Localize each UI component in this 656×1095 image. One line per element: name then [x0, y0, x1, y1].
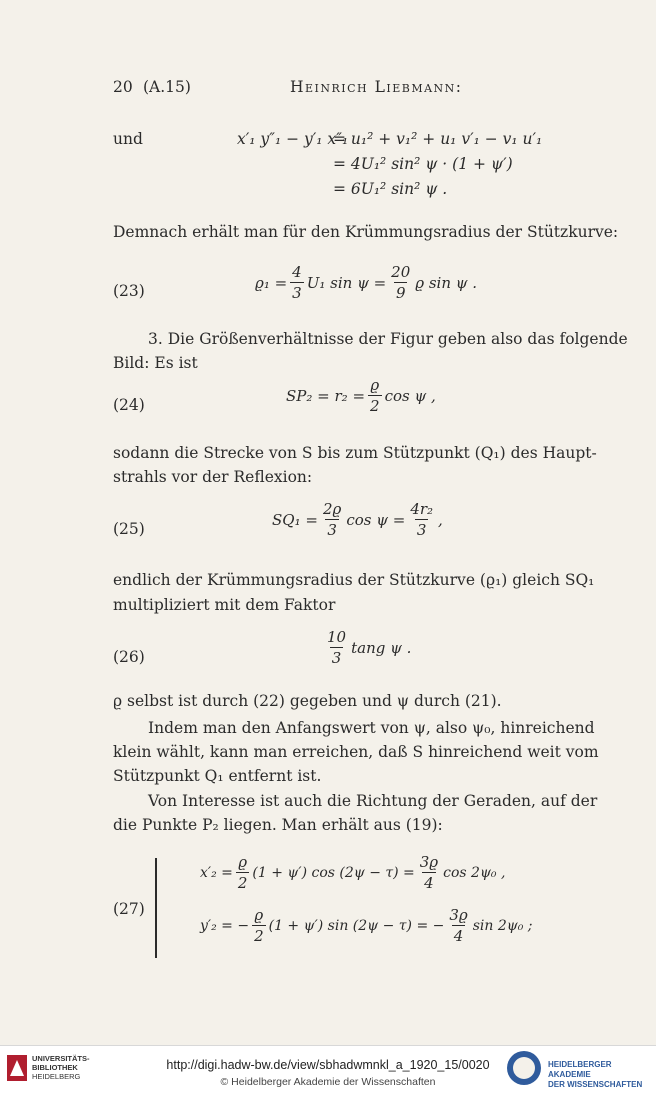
eq23 — [255, 262, 477, 303]
eq27-row2-end: sin 2ψ₀ ; — [472, 917, 533, 934]
paragraph-6-line1: Indem man den Anfangswert von ψ, also ψ₀, hinreichend — [148, 719, 595, 737]
paragraph-7-line1: Von Interesse ist auch die Richtung der Geraden, auf der — [148, 792, 598, 810]
eq23-frac1-num: 4 — [292, 263, 302, 281]
eq24-number: (24) — [113, 396, 145, 414]
eq25-frac1-num: 2ϱ — [322, 500, 342, 518]
eq-block-line3: = 6U₁² sin² ψ . — [333, 180, 448, 198]
eq24-frac — [368, 375, 382, 416]
eq25-frac1-den: 3 — [327, 521, 337, 539]
eq24 — [286, 375, 436, 416]
eq26-frac-num: 10 — [327, 628, 347, 646]
eq23-lhs: ϱ₁ = — [255, 273, 288, 292]
eq27-row2-frac2-den: 4 — [453, 927, 464, 945]
eq24-frac-den: 2 — [370, 397, 380, 415]
eq27-brace — [155, 858, 157, 958]
eq27-row2 — [200, 905, 533, 946]
footer-bar — [0, 1045, 656, 1095]
eq27-row2-frac2 — [447, 905, 469, 946]
eq27-row2-frac2-num: 3ϱ — [449, 906, 468, 924]
eq27-row1-frac — [236, 852, 250, 893]
paragraph-5: ϱ selbst ist durch (22) gegeben und ψ durch (21). — [113, 692, 502, 710]
eq23-number: (23) — [113, 282, 145, 300]
university-library-text-line2: BIBLIOTHEK — [32, 1063, 78, 1072]
eq23-frac2 — [389, 262, 412, 303]
eq23-frac2-num: 20 — [391, 263, 411, 281]
eq26-frac — [325, 627, 348, 668]
eq27-row1-frac-den: 2 — [237, 874, 248, 892]
eq25-frac2-den: 3 — [416, 521, 427, 539]
eq25-end: , — [438, 510, 443, 529]
eq24-end: cos ψ , — [384, 386, 436, 405]
eq27-row2-frac-den: 2 — [254, 927, 264, 945]
eq25-number: (25) — [113, 520, 145, 538]
eq23-frac1 — [290, 262, 304, 303]
eq26-frac-den: 3 — [331, 649, 342, 667]
header-author: Heinrich Liebmann: — [290, 78, 463, 96]
paragraph-1: Demnach erhält man für den Krümmungsradius der Stützkurve: — [113, 223, 619, 241]
eq24-lhs: SP₂ = r₂ = — [286, 386, 366, 405]
academy-seal-icon — [507, 1051, 541, 1085]
paragraph-4-line1: endlich der Krümmungsradius der Stützkurve (ϱ₁) gleich SQ₁ — [113, 571, 595, 589]
header-section: (A.15) — [143, 78, 191, 96]
eq25 — [272, 499, 443, 540]
paragraph-7-line2: die Punkte P₂ liegen. Man erhält aus (19): — [113, 816, 443, 834]
header-page-number: 20 — [113, 78, 133, 96]
eq26 — [322, 627, 411, 668]
eq23-frac2-den: 9 — [395, 284, 406, 302]
eq27-row1 — [200, 852, 505, 893]
eq27-row1-lhs: x′₂ = — [200, 864, 233, 881]
academy-text-line2: DER WISSENSCHAFTEN — [548, 1080, 643, 1089]
eq-block-line1-rhs: = u₁² + v₁² + u₁ v′₁ − v₁ u′₁ — [333, 130, 543, 148]
paragraph-3-line2: strahls vor der Reflexion: — [113, 468, 313, 486]
permalink-url[interactable]: http://digi.hadw-bw.de/view/sbhadwmnkl_a_1920_15/0020 — [166, 1058, 490, 1072]
paragraph-2-line1: 3. Die Größenverhältnisse der Figur geben also das folgende — [148, 330, 628, 348]
paragraph-2-line2: Bild: Es ist — [113, 354, 198, 372]
eq27-row1-end: cos 2ψ₀ , — [443, 864, 506, 881]
eq27-row1-frac2 — [418, 852, 440, 893]
eq25-frac2 — [408, 499, 435, 540]
paragraph-4-line2: multipliziert mit dem Faktor — [113, 596, 336, 614]
eq25-mid: cos ψ = — [346, 510, 406, 529]
eq27-row1-frac2-den: 4 — [424, 874, 434, 892]
eq-block-line1-lhs: x′₁ y″₁ − y′₁ x″₁ — [237, 130, 349, 148]
eq27-row2-mid: (1 + ψ′) sin (2ψ − τ) = − — [268, 917, 445, 934]
academy-text — [548, 1060, 656, 1090]
eq27-row1-mid: (1 + ψ′) cos (2ψ − τ) = — [252, 864, 415, 881]
eq27-row1-frac2-num: 3ϱ — [419, 853, 439, 871]
paragraph-6-line2: klein wählt, kann man erreichen, daß S hinreichend weit vom — [113, 743, 599, 761]
university-library-text-line1: UNIVERSITÄTS- — [32, 1054, 90, 1063]
eq27-number: (27) — [113, 900, 145, 918]
eq23-frac1-den: 3 — [292, 284, 302, 302]
eq-block-word: und — [113, 130, 143, 148]
eq-block-line2: = 4U₁² sin² ψ · (1 + ψ′) — [333, 155, 513, 173]
university-library-text-line3: HEIDELBERG — [32, 1072, 81, 1081]
eq27-row2-frac — [252, 905, 266, 946]
paragraph-3-line1: sodann die Strecke von S bis zum Stützpunkt (Q₁) des Haupt- — [113, 444, 597, 462]
paragraph-6-line3: Stützpunkt Q₁ entfernt ist. — [113, 767, 322, 785]
eq23-end: ϱ sin ψ . — [415, 273, 478, 292]
eq23-mid: U₁ sin ψ = — [306, 273, 387, 292]
academy-text-line1: HEIDELBERGER AKADEMIE — [548, 1060, 612, 1079]
eq27-row2-lhs: y′₂ = − — [200, 917, 250, 934]
eq26-number: (26) — [113, 648, 145, 666]
eq24-frac-num: ϱ — [370, 376, 380, 394]
eq27-row1-frac-num: ϱ — [238, 853, 248, 871]
eq25-frac2-num: 4r₂ — [410, 500, 434, 518]
eq26-end: tang ψ . — [351, 638, 412, 657]
copyright-notice: © Heidelberger Akademie der Wissenschaften — [220, 1076, 436, 1088]
eq25-lhs: SQ₁ = — [272, 510, 318, 529]
eq25-frac1 — [321, 499, 343, 540]
eq27-row2-frac-num: ϱ — [254, 906, 264, 924]
